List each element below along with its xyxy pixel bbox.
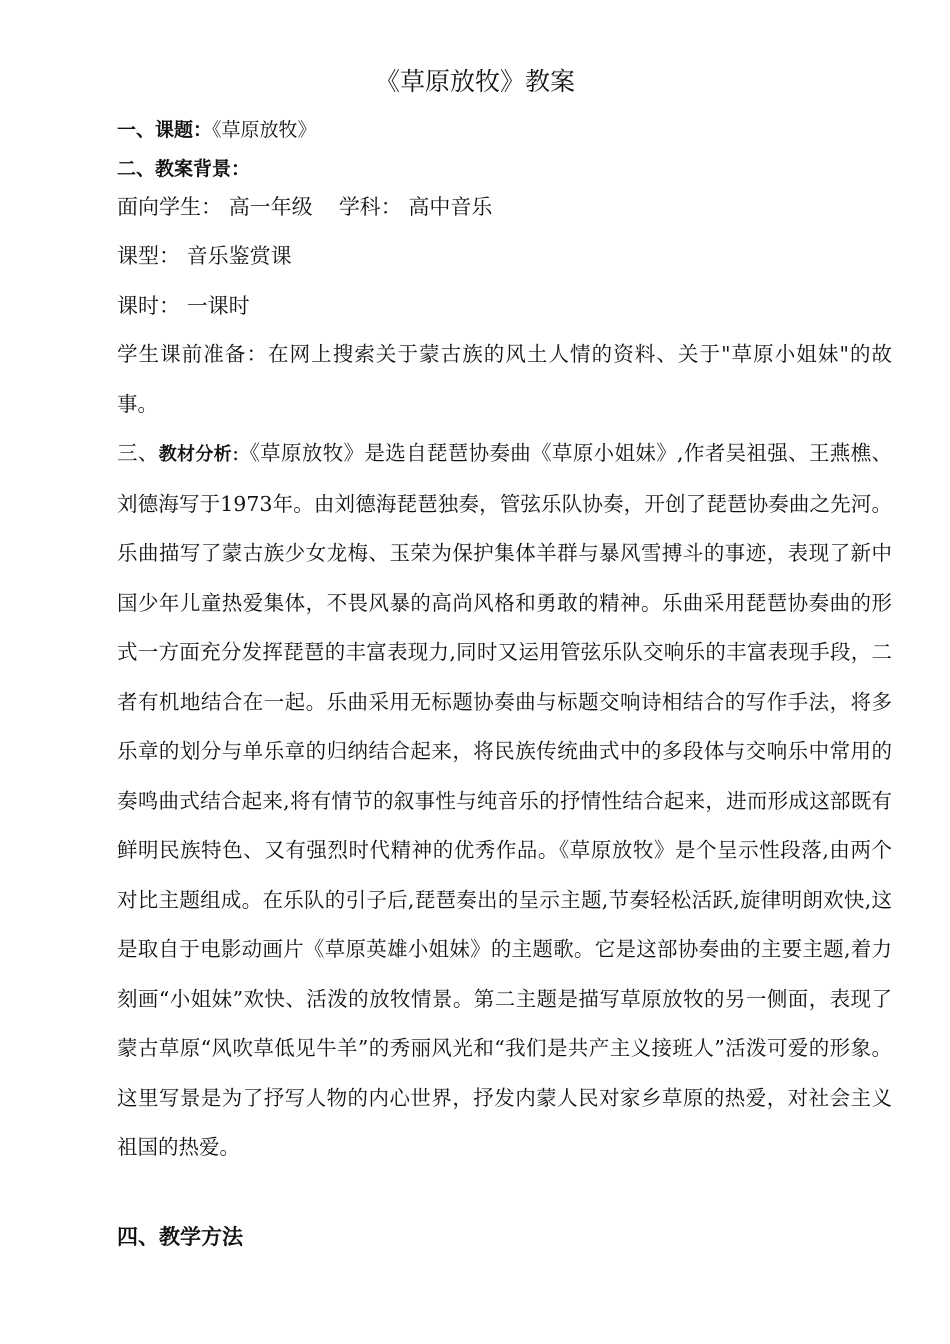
section-topic-value: 《草原放牧》: [212, 119, 317, 141]
type-value: 音乐鉴赏课: [186, 244, 292, 268]
section-background-heading: [117, 154, 250, 184]
subject-value: 高中音乐: [408, 195, 493, 219]
type-label: 课型: [117, 244, 159, 268]
background-hours-line: 课时： 一课时: [117, 294, 250, 318]
students-value: 高一年级: [228, 195, 313, 219]
prep-label: 学生课前准备: [117, 342, 247, 366]
section-analysis-text: 《草原放牧》是选自琵琶协奏曲《草原小姐妹》,作者吴祖强、王燕樵、刘德海写于1973年。由刘德海琵琶独奏，管弦乐队协奏，开创了琵琶协奏曲之先河。乐曲描写了蒙古族少女龙梅、玉荣为保护集体羊群与暴风雪搏斗的事迹，表现了新中国少年儿童热爱集体，不畏风暴的高尚风格和勇敢的精神。乐曲采用琵琶协奏曲的形式一方面充分发挥琵琶的丰富表现力,同时又运用管弦乐队交响乐的丰富表现手段，二者有机地结合在一起。乐曲采用无标题协奏曲与标题交响诗相结合的写作手法，将多乐章的划分与单乐章的归纳结合起来，将民族传统曲式中的多段体与交响乐中常用的奏鸣曲式结合起来,将有情节的叙事性与纯音乐的抒情性结合起来，进而形成这部既有鲜明民族特色、又有强烈时代精神的优秀作品。《草原放牧》是个呈示性段落,由两个对比主题组成。在乐队的引子后,琵琶奏出的呈示主题,节奏轻松活跃,旋律明朗欢快,这是取自于电影动画片《草原英雄小姐妹》的主题歌。它是这部协奏曲的主要主题,着力刻画“小姐妹”欢快、活泼的放牧情景。第二主题是描写草原放牧的另一侧面，表现了蒙古草原“风吹草低见牛羊”的秀丽风光和“我们是共产主义接班人”活泼可爱的形象。这里写景是为了抒写人物的内心世界，抒发内蒙人民对家乡草原的热爱，对社会主义祖国的热爱。: [117, 441, 892, 1159]
students-label: 面向学生: [117, 195, 201, 219]
prep-value: 在网上搜索关于蒙古族的风土人情的资料、关于"草原小姐妹"的故事。: [117, 342, 893, 416]
background-prep-paragraph: 学生课前准备：在网上搜索关于蒙古族的风土人情的资料、关于"草原小姐妹"的故事。: [117, 342, 893, 416]
document-title: 《草原放牧》教案: [374, 67, 575, 96]
section-topic: [117, 115, 317, 145]
section-analysis-prefix: 三、: [117, 441, 159, 465]
background-students-line: 面向学生： 高一年级 学科： 高中音乐: [117, 195, 493, 219]
hours-label: 课时: [117, 294, 159, 318]
section-analysis-paragraph: [117, 429, 892, 1173]
section-analysis-label: 教材分析: [158, 444, 233, 465]
hours-value: 一课时: [186, 294, 250, 318]
background-type-line: 课型： 音乐鉴赏课: [117, 244, 292, 268]
section-methods-heading: 四、教学方法: [117, 1225, 243, 1249]
section-topic-label: 一、课题: [117, 119, 194, 141]
subject-label: 学科: [338, 195, 381, 219]
section-analysis-separator: :: [232, 441, 239, 465]
section-background-separator: ：: [231, 158, 251, 180]
section-topic-separator: ：: [193, 119, 213, 141]
section-background-label: 二、教案背景: [117, 158, 232, 180]
